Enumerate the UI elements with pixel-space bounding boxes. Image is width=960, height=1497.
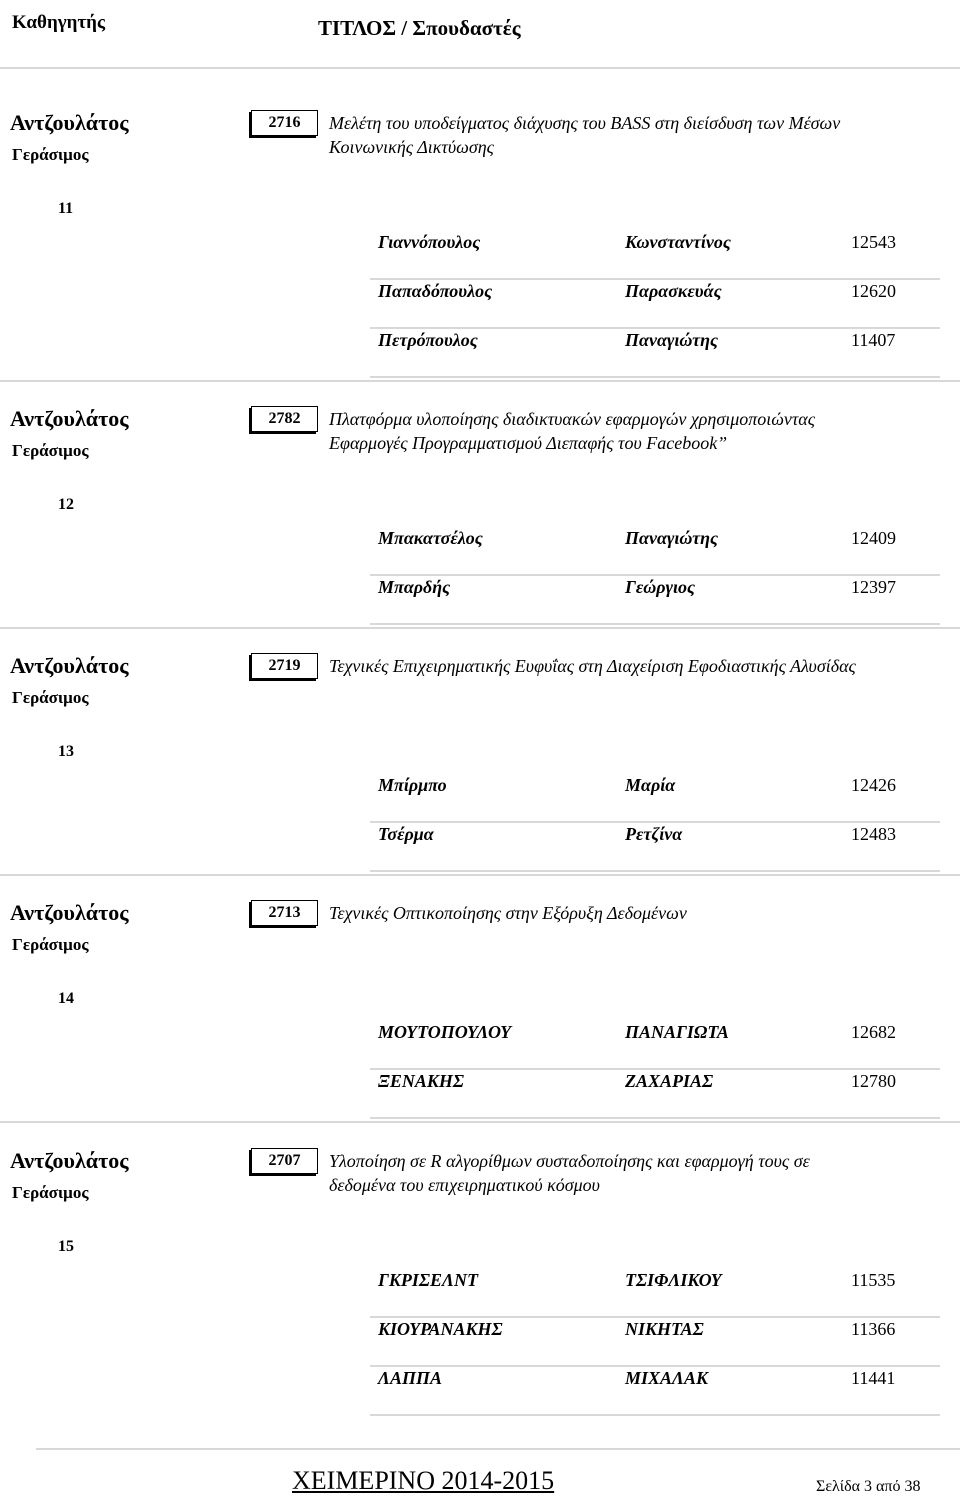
student-id: 11441 — [851, 1368, 896, 1388]
thesis-title — [329, 111, 929, 159]
professor-surname: Αντζουλάτος — [10, 110, 129, 135]
thesis-title — [329, 654, 929, 678]
student-surname: Μπακατσέλος — [378, 528, 483, 548]
student-firstname: Μαρία — [625, 775, 676, 795]
thesis-title — [329, 407, 929, 455]
student-firstname: Ρετζίνα — [625, 824, 683, 844]
entry-number: 11 — [58, 200, 74, 217]
professor-surname: Αντζουλάτος — [10, 653, 129, 678]
thesis-code: 2716 — [251, 110, 318, 136]
thesis-title-line: Εφαρμογές Προγραμματισμού Διεπαφής του Facebook” — [329, 433, 728, 453]
student-id: 12426 — [851, 775, 896, 795]
thesis-title-line: Κοινωνικής Δικτύωσης — [329, 137, 494, 157]
student-firstname: ΖΑΧΑΡΙΑΣ — [625, 1071, 714, 1091]
student-id: 12620 — [851, 281, 896, 301]
entry-number: 12 — [58, 496, 74, 513]
student-id: 12543 — [851, 232, 896, 252]
footer-divider — [36, 1448, 960, 1450]
student-row — [370, 577, 940, 625]
thesis-title-line: Τεχνικές Επιχειρηματικής Ευφυΐας στη Διαχείριση Εφοδιαστικής Αλυσίδας — [329, 656, 856, 676]
student-surname: ΛΑΠΠΑ — [378, 1368, 443, 1388]
thesis-title-line: Υλοποίηση σε R αλγορίθμων συσταδοποίησης και εφαρμογή τους σε — [329, 1151, 810, 1171]
thesis-title — [329, 1149, 929, 1197]
entry-divider — [0, 380, 960, 382]
student-firstname: Κωνσταντίνος — [625, 232, 731, 252]
student-id: 12483 — [851, 824, 896, 844]
student-row — [370, 1319, 940, 1367]
student-row — [370, 528, 940, 576]
student-firstname: ΝΙΚΗΤΑΣ — [625, 1319, 704, 1339]
student-id: 11366 — [851, 1319, 896, 1339]
entry-number: 15 — [58, 1238, 74, 1255]
semester-label: ΧΕΙΜΕΡΙΝΟ 2014-2015 — [292, 1466, 555, 1495]
student-row — [370, 775, 940, 823]
professor-firstname: Γεράσιμος — [12, 145, 89, 164]
student-id: 12409 — [851, 528, 896, 548]
student-row — [370, 824, 940, 872]
student-surname: ΞΕΝΑΚΗΣ — [378, 1071, 465, 1091]
professor-surname: Αντζουλάτος — [10, 900, 129, 925]
student-surname: Μπίρμπο — [378, 775, 447, 795]
thesis-code: 2782 — [251, 406, 318, 432]
student-id: 12780 — [851, 1071, 896, 1091]
student-row — [370, 281, 940, 329]
entry-divider — [0, 874, 960, 876]
student-surname: Τσέρμα — [378, 824, 434, 844]
thesis-title-line: δεδομένα του επιχειρηματικού κόσμου — [329, 1175, 600, 1195]
student-surname: Γιαννόπουλος — [378, 232, 481, 252]
thesis-code: 2719 — [251, 653, 318, 679]
student-firstname: ΠΑΝΑΓΙΩΤΑ — [625, 1022, 729, 1042]
student-firstname: Παναγιώτης — [625, 330, 719, 350]
student-surname: ΓΚΡΙΣΕΛΝΤ — [378, 1270, 479, 1290]
student-id: 12682 — [851, 1022, 896, 1042]
thesis-title — [329, 901, 929, 925]
student-surname: Παπαδόπουλος — [378, 281, 493, 301]
entry-number: 14 — [58, 990, 74, 1007]
student-firstname: Παρασκευάς — [625, 281, 722, 301]
student-id: 11407 — [851, 330, 896, 350]
student-id: 11535 — [851, 1270, 896, 1290]
student-row — [370, 1368, 940, 1416]
student-firstname: Γεώργιος — [625, 577, 696, 597]
student-firstname: ΤΣΙΦΛΙΚΟΥ — [625, 1270, 722, 1290]
student-surname: ΚΙΟΥΡΑΝΑΚΗΣ — [378, 1319, 503, 1339]
student-id: 12397 — [851, 577, 896, 597]
header-divider — [0, 67, 960, 69]
entry-number: 13 — [58, 743, 74, 760]
professor-surname: Αντζουλάτος — [10, 406, 129, 431]
professor-firstname: Γεράσιμος — [12, 1183, 89, 1202]
title-column-header: ΤΙΤΛΟΣ / Σπουδαστές — [318, 16, 521, 40]
professor-column-header: Καθηγητής — [12, 12, 105, 33]
thesis-title-line: Μελέτη του υποδείγματος διάχυσης του BASS στη διείσδυση των Μέσων — [329, 113, 841, 133]
professor-firstname: Γεράσιμος — [12, 441, 89, 460]
page-number: Σελίδα 3 από 38 — [816, 1478, 921, 1495]
thesis-code: 2707 — [251, 1148, 318, 1174]
entry-divider — [0, 1121, 960, 1123]
thesis-title-line: Πλατφόρμα υλοποίησης διαδικτυακών εφαρμογών χρησιμοποιώντας — [329, 409, 816, 429]
student-surname: ΜΟΥΤΟΠΟΥΛΟΥ — [378, 1022, 512, 1042]
student-row — [370, 232, 940, 280]
student-row — [370, 1071, 940, 1119]
student-row — [370, 1270, 940, 1318]
student-surname: Μπαρδής — [378, 577, 451, 597]
thesis-title-line: Τεχνικές Οπτικοποίησης στην Εξόρυξη Δεδομένων — [329, 903, 687, 923]
entry-divider — [0, 627, 960, 629]
student-row — [370, 1022, 940, 1070]
professor-surname: Αντζουλάτος — [10, 1148, 129, 1173]
thesis-code: 2713 — [251, 900, 318, 926]
student-firstname: ΜΙΧΑΛΑΚ — [625, 1368, 709, 1388]
professor-firstname: Γεράσιμος — [12, 935, 89, 954]
student-row — [370, 330, 940, 378]
student-surname: Πετρόπουλος — [378, 330, 478, 350]
professor-firstname: Γεράσιμος — [12, 688, 89, 707]
student-firstname: Παναγιώτης — [625, 528, 719, 548]
